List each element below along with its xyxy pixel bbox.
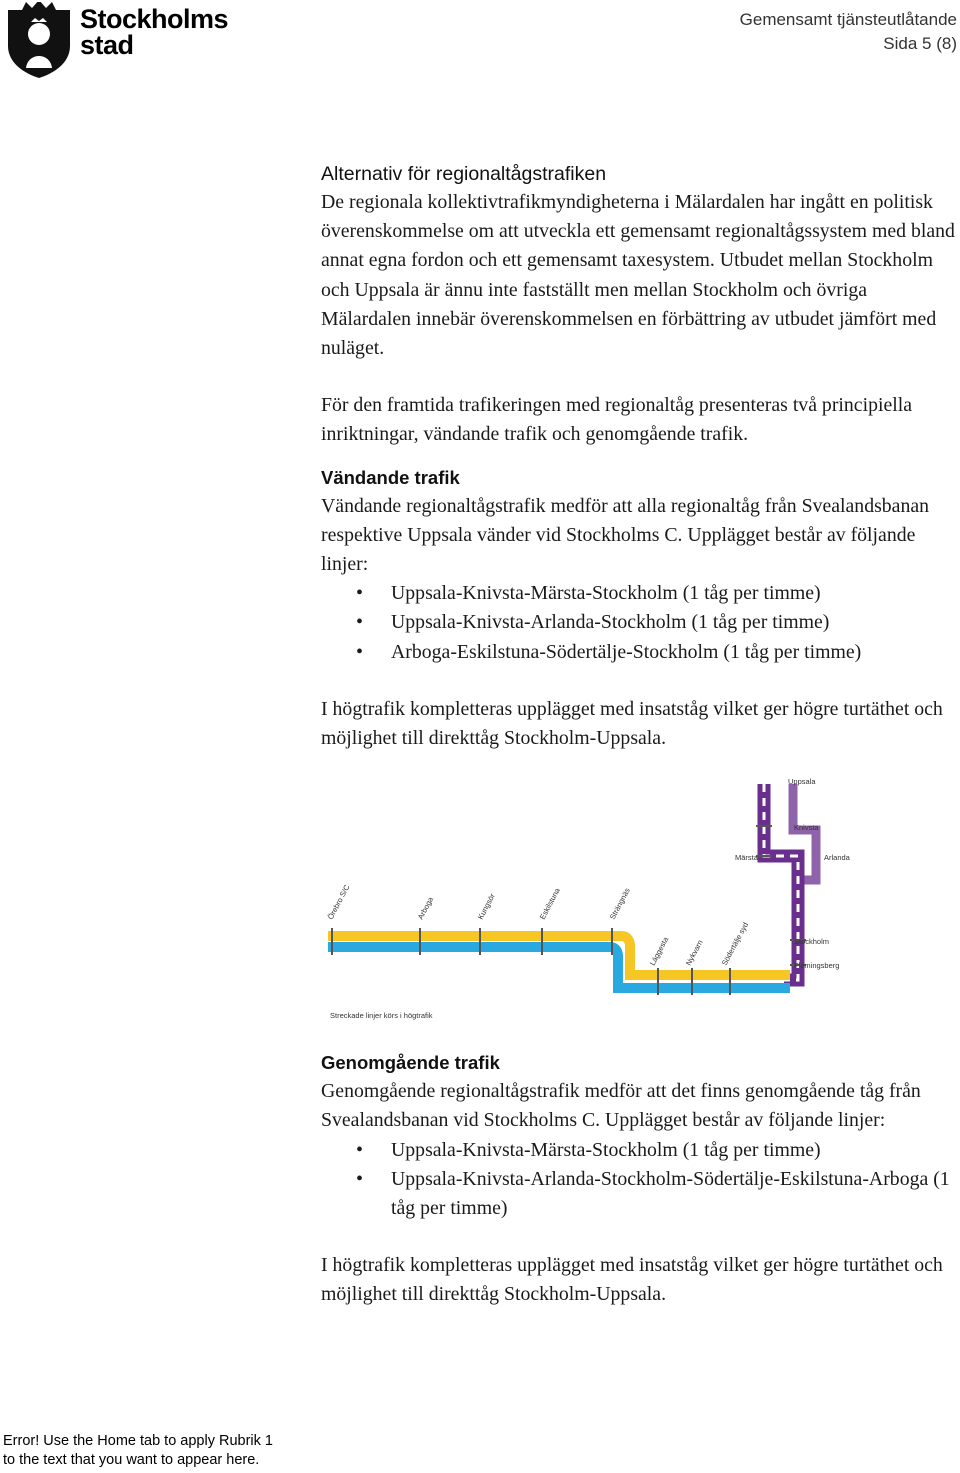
station-kungsor: Kungsör [475,892,497,921]
paragraph-turning-peak: I högtrafik kompletteras upplägget med insatståg vilket ger högre turtäthet och möjlighet till direkttåg Stockholm-Uppsala. [321,697,943,750]
logo-line-1: Stockholms [80,4,229,34]
uppsala-line [764,784,816,980]
section-title-turning-traffic: Vändande trafik [321,466,460,488]
station-eskilstuna: Eskilstuna [537,886,562,921]
paragraph-through-peak: I högtrafik kompletteras upplägget med insatståg vilket ger högre turtäthet och möjlighet till direkttåg Stockholm-Uppsala. [321,1254,943,1306]
station-markers [332,826,806,995]
station-nykvarn: Nykvarn [683,938,705,967]
footer-line-1: Error! Use the Home tab to apply Rubrik 1 [3,1433,273,1449]
section-title-alternatives: Alternativ för regionaltågstrafiken [321,163,607,185]
station-sodertalje: Södertälje syd [719,920,751,967]
page-number: Sida 5 (8) [883,34,957,53]
station-arboga: Arboga [415,895,436,921]
station-uppsala: Uppsala [788,777,816,786]
through-lines-list [321,1136,957,1224]
city-crest-icon [4,2,74,80]
list-item: • Arboga-Eskilstuna-Södertälje-Stockholm (1 tåg per timme) [321,638,957,667]
paragraph-directions: För den framtida trafikeringen med regionaltåg presenteras två principiella inriktningar, vändande trafik och genomgående trafik. [321,394,913,446]
document-body [321,160,957,1310]
list-item: • Uppsala-Knivsta-Märsta-Stockholm (1 tåg per timme) [321,579,957,608]
station-orebro: Örebro S/C [325,883,352,921]
list-item: • Uppsala-Knivsta-Arlanda-Stockholm (1 tåg per timme) [321,608,957,637]
footer-line-2: to the text that you want to appear here. [3,1452,260,1468]
station-flemingsberg: Flemingsberg [794,961,840,970]
turning-lines-list [321,579,957,667]
station-laggesta: Läggesta [647,935,671,967]
map-legend: Streckade linjer körs i högtrafik [330,1011,433,1020]
station-marsta: Märsta [735,853,758,862]
footer-error-text [3,1432,273,1470]
list-item: • Uppsala-Knivsta-Arlanda-Stockholm-Södertälje-Eskilstuna-Arboga (1 tåg per timme) [321,1165,957,1223]
station-arlanda: Arlanda [824,853,850,862]
list-item: • Uppsala-Knivsta-Märsta-Stockholm (1 tåg per timme) [321,1136,957,1165]
regional-rail-map [310,770,850,1030]
paragraph-turning-intro: Vändande regionaltågstrafik medför att alla regionaltåg från Svealandsbanan respektive Uppsala vänder vid Stockholms C. Upplägget består av följande linjer: [321,494,930,576]
page-header-info [740,8,957,56]
document-type: Gemensamt tjänsteutlåtande [739,10,957,29]
logo-line-2: stad [80,30,134,60]
stockholms-stad-logo [4,2,236,80]
station-knivsta: Knivsta [794,823,819,832]
paragraph-agreement: De regionala kollektivtrafikmyndigheterna i Mälardalen har ingått en politisk överenskommelse om att utveckla ett gemensamt regionaltågssystem med bland annat egna fordon och ett gemensamt taxesystem. Utbudet mellan Stockholm och Uppsala är ännu inte fastställt men mellan Stockholm och övriga Mälardalen innebär överenskommelsen en förbättring av utbudet jämfört med nuläget. [321,191,955,360]
station-labels [326,777,850,970]
station-stockholm: Stockholm [794,937,830,946]
station-strangnas: Strängnäs [607,886,632,921]
section-title-through-traffic: Genomgående trafik [321,1052,500,1074]
paragraph-through-intro: Genomgående regionaltågstrafik medför att det finns genomgående tåg från Svealandsbanan vid Stockholms C. Upplägget består av följande linjer: [321,1080,921,1132]
